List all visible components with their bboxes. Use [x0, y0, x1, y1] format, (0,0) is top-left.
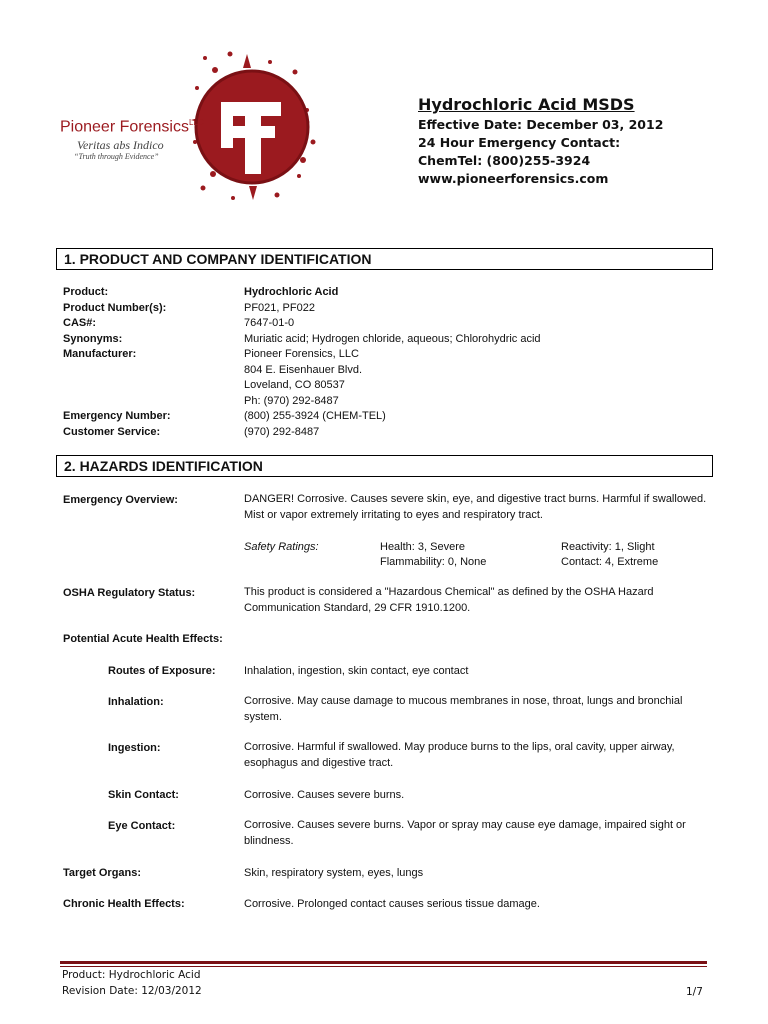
eye-contact-text: Corrosive. Causes severe burns. Vapor or spray may cause eye damage, impaired sight or blindness.: [244, 819, 686, 847]
safety-ratings-label: Safety Ratings:: [244, 541, 319, 553]
cas-value: 7647-01-0: [244, 317, 295, 329]
osha-status-text: This product is considered a "Hazardous Chemical" as defined by the OSHA Hazard Communication Standard, 29 CFR 1910.1200.: [244, 586, 654, 614]
manufacturer-name: Pioneer Forensics, LLC: [244, 348, 359, 360]
customer-service-label: Customer Service:: [63, 426, 161, 438]
section-1-heading: 1. PRODUCT AND COMPANY IDENTIFICATION: [56, 248, 713, 270]
customer-service-value: (970) 292-8487: [244, 426, 320, 438]
eye-contact-label: Eye Contact:: [108, 820, 176, 832]
chronic-effects-text: Corrosive. Prolonged contact causes serious tissue damage.: [244, 898, 540, 910]
brand-tagline: “Truth through Evidence”: [74, 152, 159, 161]
brand-motto: Veritas abs Indico: [77, 138, 164, 152]
osha-status-label: OSHA Regulatory Status:: [63, 587, 196, 599]
emergency-contact-label: 24 Hour Emergency Contact:: [418, 135, 621, 150]
emergency-overview-label: Emergency Overview:: [63, 494, 178, 506]
ingestion-text: Corrosive. Harmful if swallowed. May produce burns to the lips, oral cavity, upper airway, esophagus and digestive tract.: [244, 741, 675, 769]
contact-rating: Contact: 4, Extreme: [561, 556, 659, 568]
emergency-overview-text: DANGER! Corrosive. Causes severe skin, eye, and digestive tract burns. Harmful if swallowed. Mist or vapor extremely irritating to eyes and respiratory tract.: [244, 493, 707, 521]
website-link[interactable]: www.pioneerforensics.com: [418, 171, 609, 186]
cas-label: CAS#:: [63, 317, 97, 329]
manufacturer-label: Manufacturer:: [63, 348, 137, 360]
document-title: Hydrochloric Acid MSDS: [418, 95, 635, 114]
product-label: Product:: [63, 286, 109, 298]
health-rating: Health: 3, Severe: [380, 541, 465, 553]
footer-divider: [60, 961, 707, 964]
chronic-effects-label: Chronic Health Effects:: [63, 898, 185, 910]
section-2-heading: 2. HAZARDS IDENTIFICATION: [56, 455, 713, 477]
target-organs-text: Skin, respiratory system, eyes, lungs: [244, 867, 424, 879]
acute-effects-label: Potential Acute Health Effects:: [63, 633, 223, 645]
footer-revision-date: Revision Date: 12/03/2012: [62, 985, 202, 997]
skin-contact-text: Corrosive. Causes severe burns.: [244, 789, 405, 801]
emergency-number-value: (800) 255-3924 (CHEM-TEL): [244, 410, 386, 422]
inhalation-label: Inhalation:: [108, 696, 164, 708]
manufacturer-phone: Ph: (970) 292-8487: [244, 395, 339, 407]
product-number-label: Product Number(s):: [63, 302, 167, 314]
skin-contact-label: Skin Contact:: [108, 789, 179, 801]
inhalation-text: Corrosive. May cause damage to mucous membranes in nose, throat, lungs and bronchial system.: [244, 695, 683, 723]
page-number: 1/7: [686, 986, 703, 998]
emergency-number-label: Emergency Number:: [63, 410, 171, 422]
product-value: Hydrochloric Acid: [244, 286, 339, 298]
ingestion-label: Ingestion:: [108, 742, 161, 754]
synonyms-value: Muriatic acid; Hydrogen chloride, aqueous; Chlorohydric acid: [244, 333, 541, 345]
effective-date: Effective Date: December 03, 2012: [418, 117, 664, 132]
footer-divider-thin: [60, 966, 707, 967]
product-number-value: PF021, PF022: [244, 302, 315, 314]
routes-label: Routes of Exposure:: [108, 665, 216, 677]
flammability-rating: Flammability: 0, None: [380, 556, 487, 568]
footer-product: Product: Hydrochloric Acid: [62, 969, 201, 981]
brand-name: Pioneer Forensics$^{LLC}$: [60, 118, 204, 136]
chemtel-number: ChemTel: (800)255-3924: [418, 153, 591, 168]
manufacturer-address: 804 E. Eisenhauer Blvd.: [244, 364, 363, 376]
manufacturer-city: Loveland, CO 80537: [244, 379, 345, 391]
routes-text: Inhalation, ingestion, skin contact, eye contact: [244, 665, 469, 677]
synonyms-label: Synonyms:: [63, 333, 123, 345]
reactivity-rating: Reactivity: 1, Slight: [561, 541, 655, 553]
target-organs-label: Target Organs:: [63, 867, 142, 879]
